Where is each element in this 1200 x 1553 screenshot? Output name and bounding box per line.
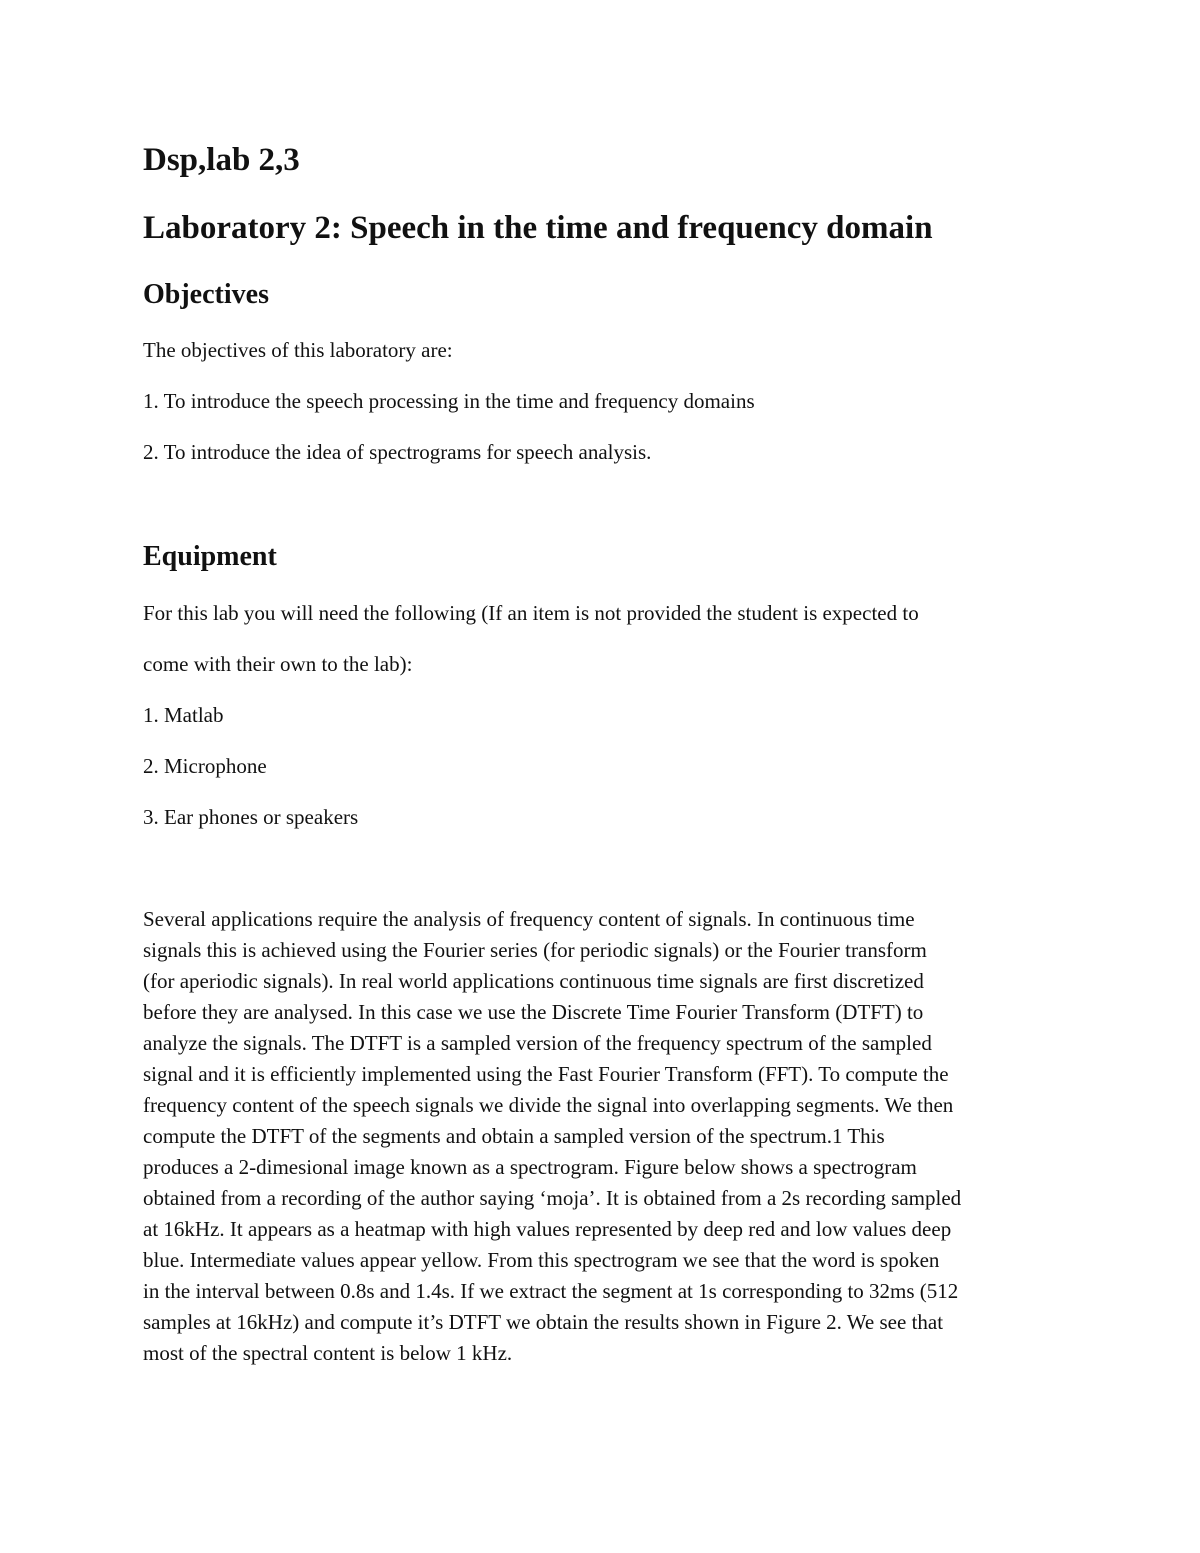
body-line: analyze the signals. The DTFT is a sampled version of the frequency spectrum of the sampled: [143, 1031, 932, 1055]
body-line: produces a 2-dimesional image known as a spectrogram. Figure below shows a spectrogram: [143, 1155, 917, 1179]
body-line: most of the spectral content is below 1 kHz.: [143, 1341, 513, 1365]
equipment-intro-line-2: come with their own to the lab):: [143, 652, 413, 676]
body-line: at 16kHz. It appears as a heatmap with high values represented by deep red and low values deep: [143, 1217, 952, 1241]
lab-heading: Laboratory 2: Speech in the time and frequency domain: [143, 210, 933, 246]
body-line: (for aperiodic signals). In real world applications continuous time signals are first discretized: [143, 969, 924, 993]
equipment-heading: Equipment: [143, 541, 277, 572]
equipment-item-matlab: 1. Matlab: [143, 703, 224, 727]
body-line: obtained from a recording of the author saying ‘moja’. It is obtained from a 2s recording sampled: [143, 1186, 962, 1210]
body-line: signal and it is efficiently implemented using the Fast Fourier Transform (FFT). To compute the: [143, 1062, 949, 1086]
body-line: frequency content of the speech signals we divide the signal into overlapping segments. We then: [143, 1093, 954, 1117]
body-paragraph: [143, 904, 1063, 1369]
document-title: Dsp,lab 2,3: [143, 142, 300, 178]
body-line: Several applications require the analysis of frequency content of signals. In continuous time: [143, 907, 915, 931]
objectives-intro: The objectives of this laboratory are:: [143, 338, 453, 362]
objective-item-2: 2. To introduce the idea of spectrograms for speech analysis.: [143, 440, 652, 464]
equipment-intro-line-1: For this lab you will need the following (If an item is not provided the student is expected to: [143, 601, 919, 625]
body-line: samples at 16kHz) and compute it’s DTFT we obtain the results shown in Figure 2. We see that: [143, 1310, 944, 1334]
equipment-item-speakers: 3. Ear phones or speakers: [143, 805, 359, 829]
body-line: blue. Intermediate values appear yellow. From this spectrogram we see that the word is spoken: [143, 1248, 940, 1272]
equipment-item-microphone: 2. Microphone: [143, 754, 267, 778]
body-line: signals this is achieved using the Fourier series (for periodic signals) or the Fourier transform: [143, 938, 927, 962]
objective-item-1: 1. To introduce the speech processing in the time and frequency domains: [143, 389, 755, 413]
objectives-heading: Objectives: [143, 279, 269, 310]
body-line: in the interval between 0.8s and 1.4s. If we extract the segment at 1s corresponding to 32ms (512: [143, 1279, 959, 1303]
body-line: before they are analysed. In this case we use the Discrete Time Fourier Transform (DTFT) to: [143, 1000, 924, 1024]
body-line: compute the DTFT of the segments and obtain a sampled version of the spectrum.1 This: [143, 1124, 885, 1148]
